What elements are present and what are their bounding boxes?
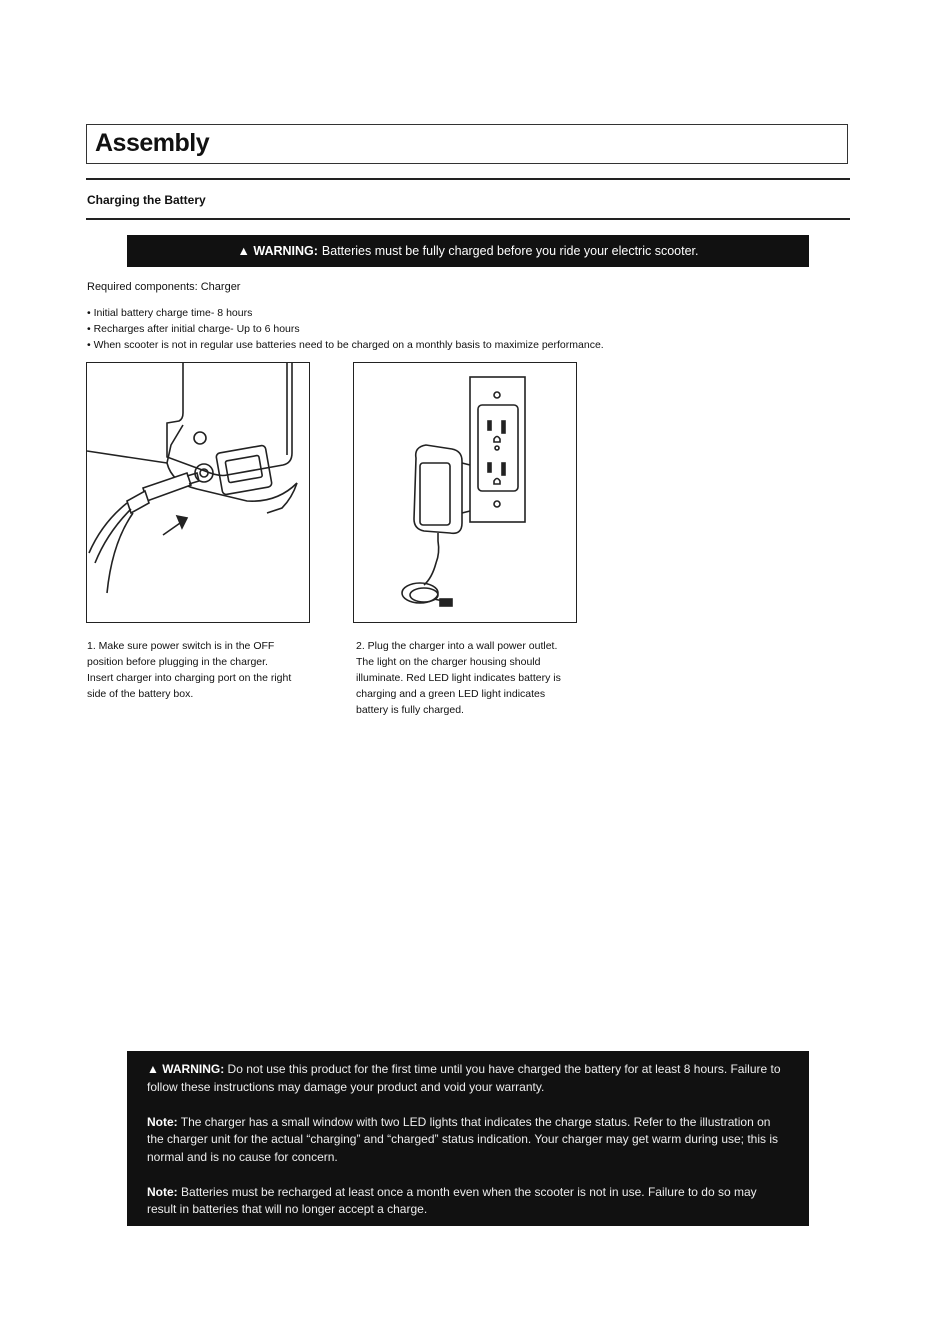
warning-banner bbox=[127, 235, 809, 267]
note-text: The charger has a small window with two LED lights that indicates the charge status. Refer to the illustration on the charger unit for the actual “charging” and “charged” status indication. Your charger may get warm during use; this is normal and is no cause for concern. bbox=[147, 1114, 779, 1164]
note-paragraph bbox=[147, 1184, 789, 1219]
charging-port-drawing bbox=[87, 363, 310, 623]
caption-line: The light on the charger housing should bbox=[356, 656, 541, 668]
bottom-warning-box bbox=[127, 1051, 809, 1226]
warning-text: Batteries must be fully charged before you ride your electric scooter. bbox=[321, 244, 699, 258]
caption-line: illuminate. Red LED light indicates battery is bbox=[356, 672, 561, 684]
note-label: Note: bbox=[147, 1184, 178, 1199]
wall-outlet-illustration bbox=[353, 362, 577, 623]
caption-line: side of the battery box. bbox=[87, 688, 194, 700]
figure-1-caption bbox=[87, 638, 322, 702]
caption-line: battery is fully charged. bbox=[356, 704, 464, 716]
warning-text: Do not use this product for the first time until you have charged the battery for at least 8 hours. Failure to follow these instructions may damage your product and void your warranty. bbox=[147, 1062, 781, 1094]
figure-2-caption bbox=[356, 638, 591, 718]
caption-line: 2. Plug the charger into a wall power outlet. bbox=[356, 640, 558, 652]
page-title: Assembly bbox=[95, 129, 210, 157]
note-label: Note: bbox=[147, 1114, 178, 1129]
warning-paragraph bbox=[147, 1061, 789, 1096]
warning-label: ▲ WARNING: bbox=[237, 244, 318, 258]
page-title-box bbox=[86, 124, 848, 164]
charging-port-illustration bbox=[86, 362, 310, 623]
caption-line: position before plugging in the charger. bbox=[87, 656, 268, 668]
note-text: Batteries must be recharged at least once a month even when the scooter is not in use. Failure to do so may result in batteries that will no longer accept a charge. bbox=[147, 1184, 757, 1216]
section-title: Charging the Battery bbox=[87, 193, 206, 207]
warning-label: ▲ WARNING: bbox=[147, 1062, 225, 1076]
divider bbox=[86, 218, 850, 220]
caption-line: 1. Make sure power switch is in the OFF bbox=[87, 640, 275, 652]
list-item: • Initial battery charge time- 8 hours bbox=[87, 307, 253, 319]
divider bbox=[86, 178, 850, 180]
note-paragraph bbox=[147, 1114, 789, 1167]
list-item: • Recharges after initial charge- Up to 6 hours bbox=[87, 323, 300, 335]
required-components: Required components: Charger bbox=[87, 281, 241, 293]
charge-info-list bbox=[87, 305, 604, 353]
list-item: • When scooter is not in regular use batteries need to be charged on a monthly basis to maximize performance. bbox=[87, 339, 604, 351]
wall-outlet-drawing bbox=[354, 363, 577, 623]
caption-line: charging and a green LED light indicates bbox=[356, 688, 546, 700]
caption-line: Insert charger into charging port on the right bbox=[87, 672, 292, 684]
